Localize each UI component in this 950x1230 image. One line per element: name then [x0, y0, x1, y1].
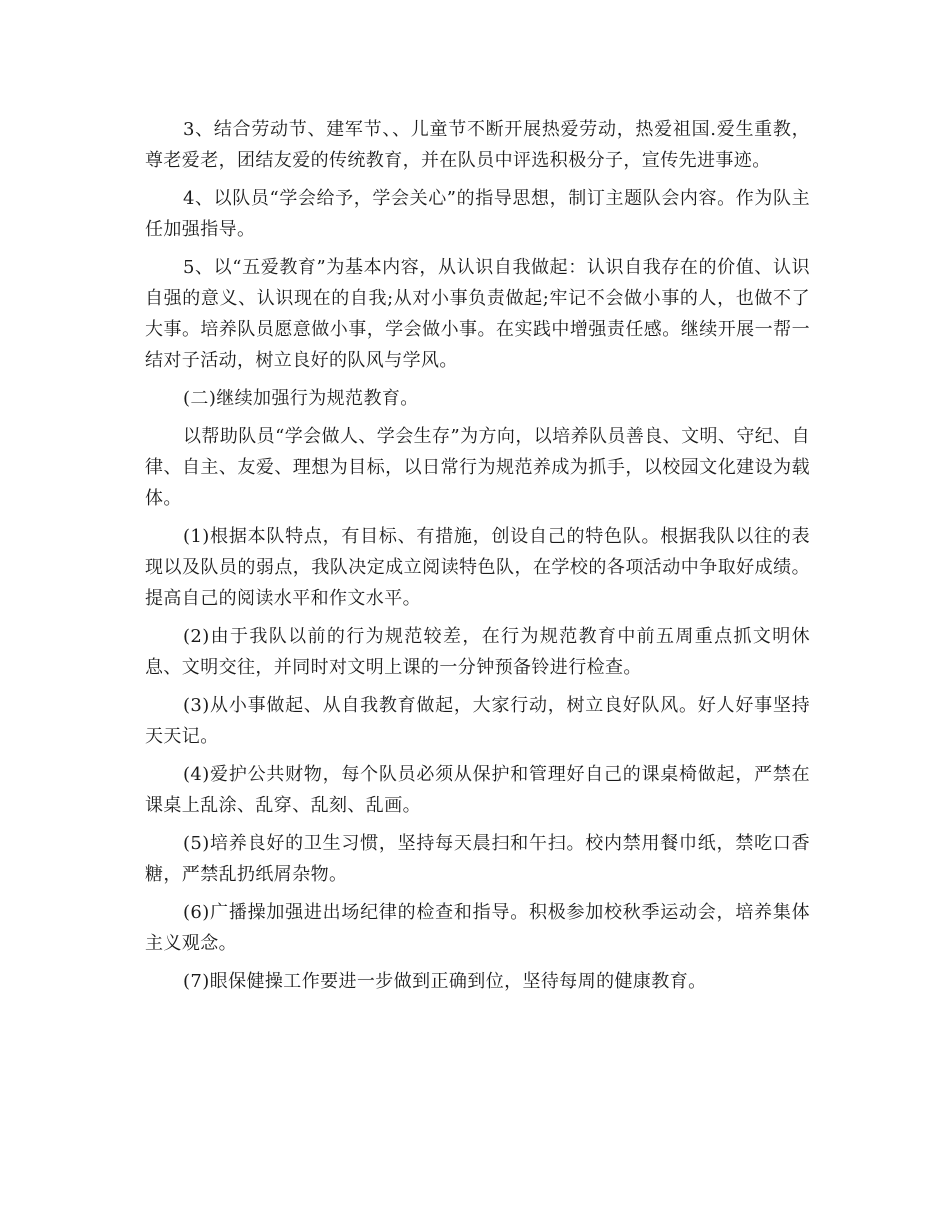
- paragraph-sub-5: [145, 828, 810, 890]
- paragraph-text: 以帮助队员“学会做人、学会生存”为方向，以培养队员善良、文明、守纪、自律、自主、友爱、理想为目标，以日常行为规范养成为抓手，以校园文化建设为载体。: [145, 426, 810, 509]
- paragraph-sub-6: [145, 897, 810, 959]
- paragraph-item-4: [145, 183, 810, 245]
- paragraph-text: (2)由于我队以前的行为规范较差，在行为规范教育中前五周重点抓文明休息、文明交往，并同时对文明上课的一分钟预备铃进行检查。: [145, 626, 810, 678]
- paragraph-sub-2: [145, 621, 810, 683]
- paragraph-text: (1)根据本队特点，有目标、有措施，创设自己的特色队。根据我队以往的表现以及队员的弱点，我队决定成立阅读特色队，在学校的各项活动中争取好成绩。提高自己的阅读水平和作文水平。: [145, 526, 810, 609]
- paragraph-text: (3)从小事做起、从自我教育做起，大家行动，树立良好队风。好人好事坚持天天记。: [145, 695, 810, 747]
- paragraph-text: 5、以“五爱教育”为基本内容，从认识自我做起：认识自我存在的价值、认识自强的意义、认识现在的自我;从对小事负责做起;牢记不会做小事的人，也做不了大事。培养队员愿意做小事，学会做小事。在实践中增强责任感。继续开展一帮一结对子活动，树立良好的队风与学风。: [145, 257, 810, 371]
- paragraph-sub-4: [145, 759, 810, 821]
- section-heading-behavior: [145, 383, 810, 414]
- paragraph-text: (二)继续加强行为规范教育。: [183, 388, 419, 409]
- paragraph-text: (5)培养良好的卫生习惯，坚持每天晨扫和午扫。校内禁用餐巾纸，禁吃口香糖，严禁乱扔纸屑杂物。: [145, 833, 810, 885]
- paragraph-sub-7: [145, 966, 810, 997]
- paragraph-sub-1: [145, 521, 810, 614]
- paragraph-item-3: [145, 114, 810, 176]
- paragraph-text: 4、以队员“学会给予，学会关心”的指导思想，制订主题队会内容。作为队主任加强指导。: [145, 188, 810, 240]
- paragraph-text: (7)眼保健操工作要进一步做到正确到位，坚待每周的健康教育。: [183, 971, 707, 992]
- paragraph-item-5: [145, 252, 810, 376]
- paragraph-text: (4)爱护公共财物，每个队员必须从保护和管理好自己的课桌椅做起，严禁在课桌上乱涂、乱穿、乱刻、乱画。: [145, 764, 810, 816]
- paragraph-sub-3: [145, 690, 810, 752]
- paragraph-text: (6)广播操加强进出场纪律的检查和指导。积极参加校秋季运动会，培养集体主义观念。: [145, 902, 810, 954]
- paragraph-intro: [145, 421, 810, 514]
- paragraph-text: 3、结合劳动节、建军节、、儿童节不断开展热爱劳动，热爱祖国.爱生重教，尊老爱老，团结友爱的传统教育，并在队员中评选积极分子，宣传先进事迹。: [145, 119, 810, 171]
- document-body: [145, 114, 810, 1004]
